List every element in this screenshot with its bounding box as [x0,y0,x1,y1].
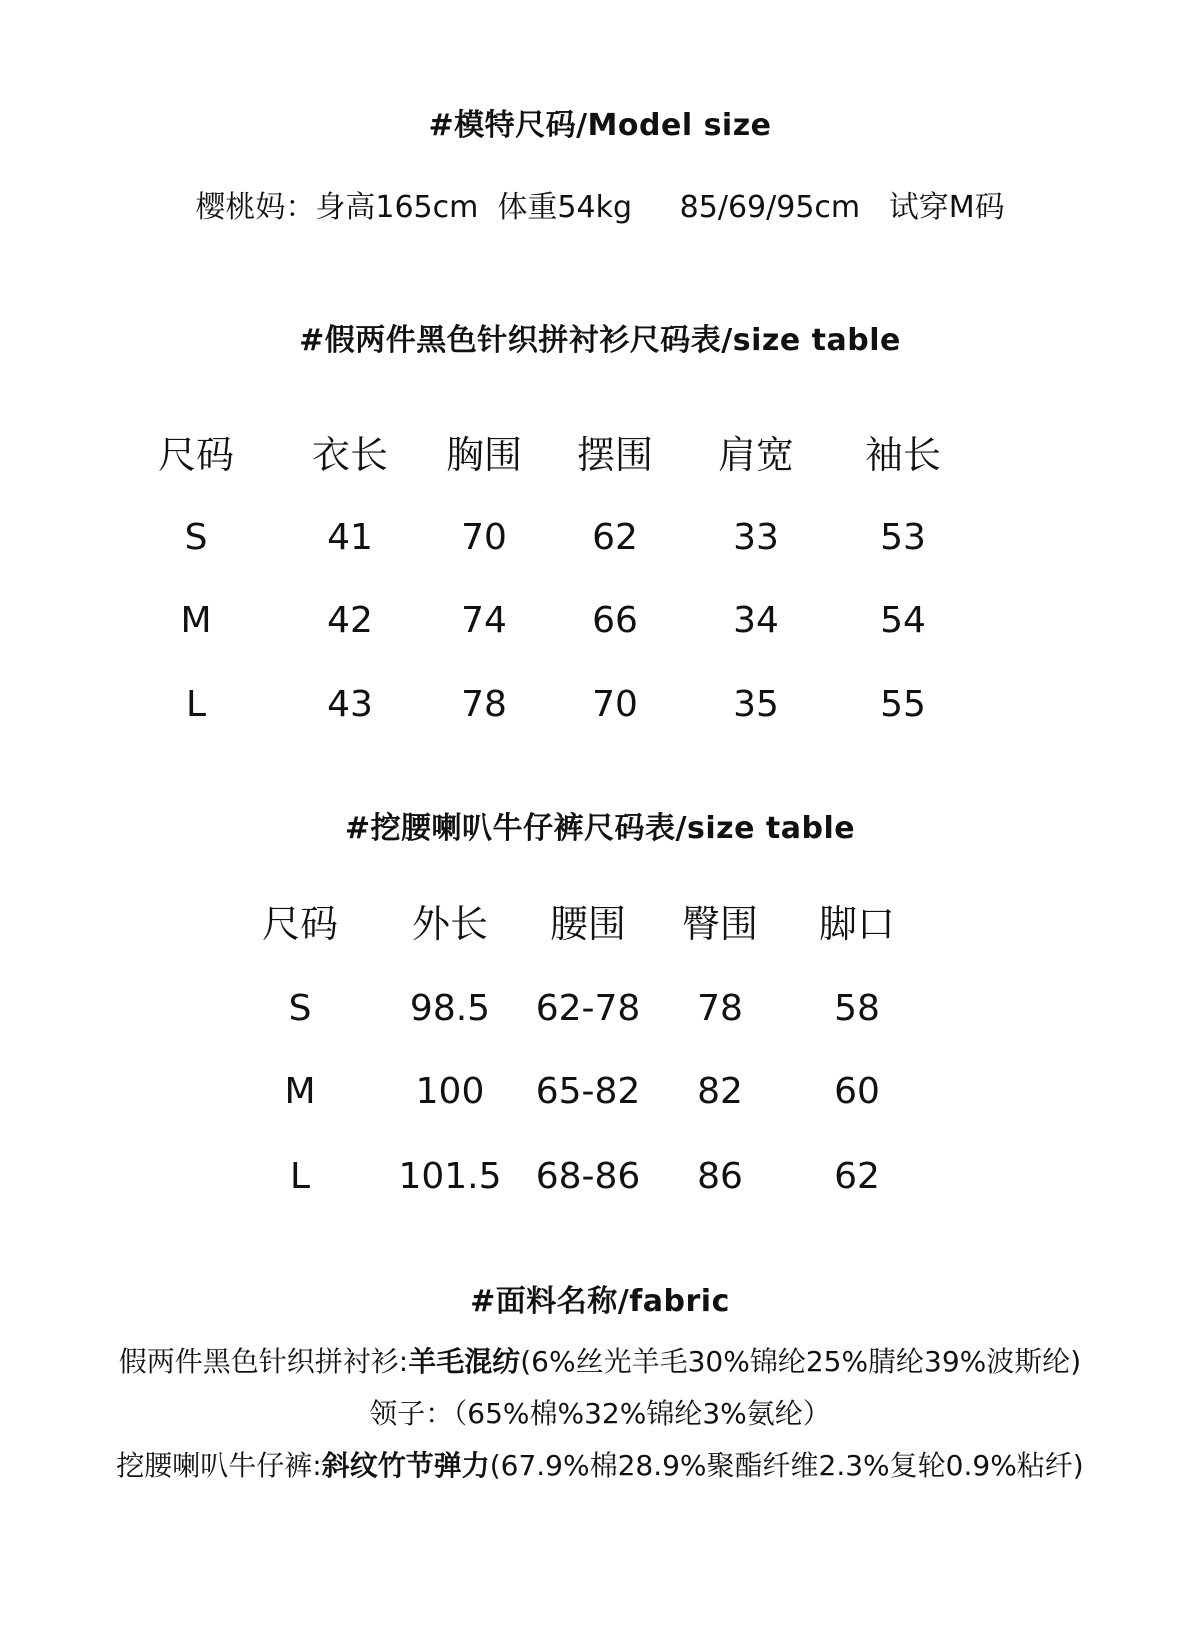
shirt-table-cell: 53 [880,517,926,558]
jeans-table-cell: 100 [415,1071,485,1112]
shirt-table-header-cell: 肩宽 [717,433,794,477]
shirt-table-cell: 34 [733,600,779,641]
jeans-table-cell: 68-86 [535,1156,641,1197]
jeans-table-header-cell: 臀围 [681,902,758,946]
fabric-jeans-line [0,1444,1200,1484]
fabric-heading: #面料名称/fabric [470,1284,730,1319]
jeans-table-cell: 60 [834,1071,880,1112]
jeans-table-cell: 98.5 [409,988,491,1029]
shirt-table-header-cell: 衣长 [311,433,388,477]
shirt-table-cell: 70 [461,517,507,558]
fabric-shirt-line [0,1340,1200,1380]
jeans-table-cell: 58 [834,988,880,1029]
jeans-table-cell: L [289,1156,311,1197]
shirt-table-cell: L [185,684,207,725]
shirt-table-header-cell: 胸围 [445,433,522,477]
shirt-table-cell: 55 [880,684,926,725]
jeans-table-cell: 62 [834,1156,880,1197]
jeans-table-cell: 86 [697,1156,743,1197]
model-size-heading: #模特尺码/Model size [428,108,772,143]
fabric-shirt-composition: (6%丝光羊毛30%锦纶25%腈纶39%波斯纶) [520,1345,1082,1378]
shirt-table-cell: 41 [327,517,373,558]
shirt-table-cell: 33 [733,517,779,558]
shirt-table-cell: 62 [592,517,638,558]
shirt-table-cell: 54 [880,600,926,641]
shirt-table-cell: 74 [461,600,507,641]
shirt-table-header-cell: 尺码 [157,433,234,477]
jeans-table-header-cell: 尺码 [261,902,338,946]
shirt-table-cell: 78 [461,684,507,725]
fabric-shirt-material: 羊毛混纺 [408,1345,521,1378]
jeans-table-cell: 62-78 [535,988,641,1029]
fabric-jeans-label: 挖腰喇叭牛仔裤: [116,1449,322,1482]
jeans-table-cell: S [288,988,312,1029]
fabric-collar-line: 领子：（65%棉%32%锦纶3%氨纶） [369,1397,831,1430]
jeans-size-table-heading: #挖腰喇叭牛仔裤尺码表/size table [344,811,856,846]
shirt-table-cell: M [180,600,212,641]
jeans-table-cell: M [284,1071,316,1112]
fabric-jeans-material: 斜纹竹节弹力 [321,1449,490,1482]
fabric-shirt-label: 假两件黑色针织拼衬衫: [118,1345,409,1378]
jeans-table-cell: 78 [697,988,743,1029]
shirt-size-table-heading: #假两件黑色针织拼衬衫尺码表/size table [299,323,901,358]
shirt-table-cell: 35 [733,684,779,725]
shirt-table-cell: 42 [327,600,373,641]
model-size-info: 樱桃妈：身高165cm 体重54kg 85/69/95cm 试穿M码 [195,190,1005,225]
shirt-table-header-cell: 袖长 [864,433,941,477]
shirt-table-cell: 66 [592,600,638,641]
fabric-jeans-composition: (67.9%棉28.9%聚酯纤维2.3%复轮0.9%粘纤) [489,1449,1084,1482]
jeans-table-cell: 65-82 [535,1071,641,1112]
jeans-table-cell: 101.5 [398,1156,502,1197]
shirt-table-cell: S [184,517,208,558]
jeans-table-header-cell: 外长 [411,902,488,946]
jeans-table-header-cell: 腰围 [549,902,626,946]
shirt-table-header-cell: 摆围 [576,433,653,477]
jeans-table-header-cell: 脚口 [818,902,895,946]
shirt-table-cell: 70 [592,684,638,725]
jeans-table-cell: 82 [697,1071,743,1112]
shirt-table-cell: 43 [327,684,373,725]
